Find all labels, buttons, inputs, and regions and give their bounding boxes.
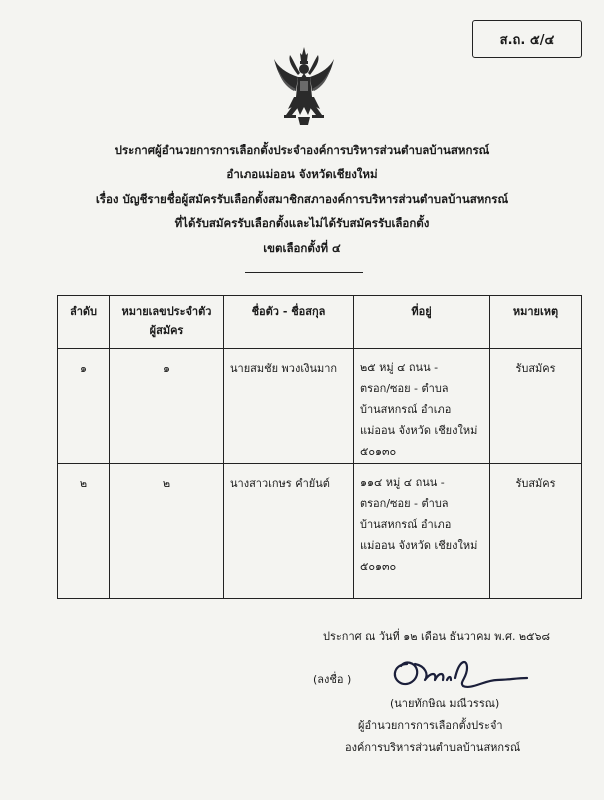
cell-remark: รับสมัคร bbox=[490, 464, 582, 599]
signer-position-line-2: องค์การบริหารส่วนตำบลบ้านสหกรณ์ bbox=[345, 741, 521, 754]
cell-name: นางสาวเกษร คำยันต์ bbox=[224, 464, 354, 599]
cell-name: นายสมชัย พวงเงินมาก bbox=[224, 349, 354, 464]
handwritten-signature-icon bbox=[385, 650, 530, 700]
cell-remark: รับสมัคร bbox=[490, 349, 582, 464]
garuda-emblem-icon bbox=[272, 45, 336, 127]
cell-candidate-number: ๑ bbox=[110, 349, 224, 464]
header-remark: หมายเหตุ bbox=[490, 296, 582, 349]
header-candidate-number: หมายเลขประจำตัว ผู้สมัคร bbox=[110, 296, 224, 349]
announcement-date: ประกาศ ณ วันที่ ๑๒ เดือน ธันวาคม พ.ศ. ๒๕๖๘ bbox=[323, 630, 550, 643]
table-row bbox=[58, 464, 582, 599]
candidate-table bbox=[57, 295, 582, 599]
header-name: ชื่อตัว - ชื่อสกุล bbox=[224, 296, 354, 349]
cell-order: ๑ bbox=[58, 349, 110, 464]
signer-position-line-1: ผู้อำนวยการการเลือกตั้งประจำ bbox=[358, 719, 503, 732]
form-code: ส.ถ. ๕/๔ bbox=[499, 32, 555, 48]
header-line-1: ประกาศผู้อำนวยการการเลือกตั้งประจำองค์การบริหารส่วนตำบลบ้านสหกรณ์ bbox=[114, 143, 490, 157]
form-code-box bbox=[472, 20, 582, 58]
table-row bbox=[58, 349, 582, 464]
table-header-row bbox=[58, 296, 582, 349]
header-order: ลำดับ bbox=[58, 296, 110, 349]
signer-name: (นายทักษิณ มณีวรรณ) bbox=[390, 697, 500, 710]
title-divider bbox=[245, 272, 363, 273]
cell-address: ๑๑๔ หมู่ ๔ ถนน - ตรอก/ซอย - ตำบล บ้านสหกรณ์ อำเภอ แม่ออน จังหวัด เชียงใหม่ ๕๐๑๓๐ bbox=[354, 464, 490, 599]
header-line-4: ที่ได้รับสมัครรับเลือกตั้งและไม่ได้รับสมัครรับเลือกตั้ง bbox=[174, 216, 430, 230]
cell-candidate-number: ๒ bbox=[110, 464, 224, 599]
header-line-5: เขตเลือกตั้งที่ ๔ bbox=[263, 241, 341, 255]
header-address: ที่อยู่ bbox=[354, 296, 490, 349]
cell-address: ๒๕ หมู่ ๔ ถนน - ตรอก/ซอย - ตำบล บ้านสหกรณ์ อำเภอ แม่ออน จังหวัด เชียงใหม่ ๕๐๑๓๐ bbox=[354, 349, 490, 464]
signature-label: (ลงชื่อ ) bbox=[313, 673, 352, 686]
header-line-2: อำเภอแม่ออน จังหวัดเชียงใหม่ bbox=[226, 167, 378, 181]
header-line-3: เรื่อง บัญชีรายชื่อผู้สมัครรับเลือกตั้งสมาชิกสภาองค์การบริหารส่วนตำบลบ้านสหกรณ์ bbox=[95, 192, 509, 206]
cell-order: ๒ bbox=[58, 464, 110, 599]
